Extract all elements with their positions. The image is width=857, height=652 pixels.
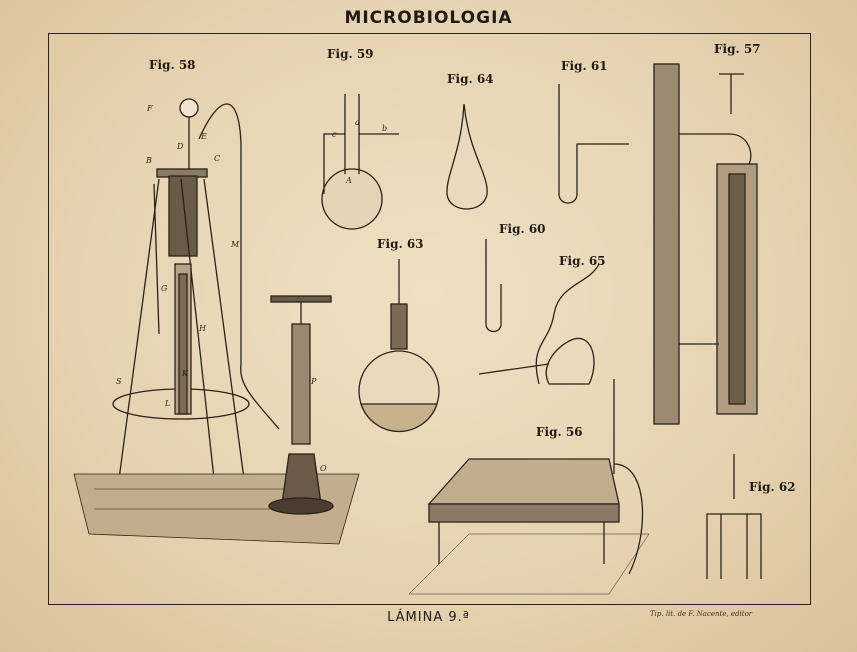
fig65-label: Fig. 65 [559, 254, 606, 268]
letter-p: P [311, 377, 317, 386]
fig62-label: Fig. 62 [749, 480, 796, 494]
fig60-tube [486, 239, 501, 332]
plate-number: LÁMINA 9.ª [387, 610, 470, 625]
illustration-frame [48, 33, 811, 605]
letter-f: F [147, 104, 153, 113]
letter-h: H [199, 324, 206, 333]
fig59-flask [322, 94, 399, 229]
fig59-label: Fig. 59 [327, 47, 374, 61]
letter-g: G [161, 284, 168, 293]
letter-k: K [182, 369, 188, 378]
fig58-label: Fig. 58 [149, 58, 196, 72]
fig64-pipette [447, 104, 487, 209]
printer-credit: Tip. lit. de F. Nacente, editor [650, 610, 753, 618]
fig64-label: Fig. 64 [447, 72, 494, 86]
fig56-label: Fig. 56 [536, 425, 583, 439]
fig63-label: Fig. 63 [377, 237, 424, 251]
letter-o: O [320, 464, 327, 473]
letter-l: L [165, 399, 171, 408]
letter-b-lower: b [382, 124, 388, 133]
page-title: MICROBIOLOGIA [344, 8, 513, 28]
letter-c: C [214, 154, 221, 163]
letter-m: M [231, 240, 240, 249]
fig60-label: Fig. 60 [499, 222, 546, 236]
letter-d: D [177, 142, 184, 151]
fig61-tube [559, 84, 629, 203]
letter-e: E [201, 132, 207, 141]
fig57-label: Fig. 57 [714, 42, 761, 56]
fig63-balloon-flask [359, 259, 439, 432]
fig62-fork [707, 454, 761, 579]
fig61-label: Fig. 61 [561, 59, 608, 73]
letter-c-lower: c [332, 130, 337, 139]
letter-a: a [355, 118, 360, 127]
engravings [49, 34, 810, 604]
fig65-swan-flask [479, 264, 599, 384]
letter-s: S [116, 377, 122, 386]
letter-b: B [146, 156, 152, 165]
letter-a-upper: A [346, 176, 352, 185]
fig56-incubator [409, 379, 649, 594]
fig57-filter [654, 64, 757, 424]
